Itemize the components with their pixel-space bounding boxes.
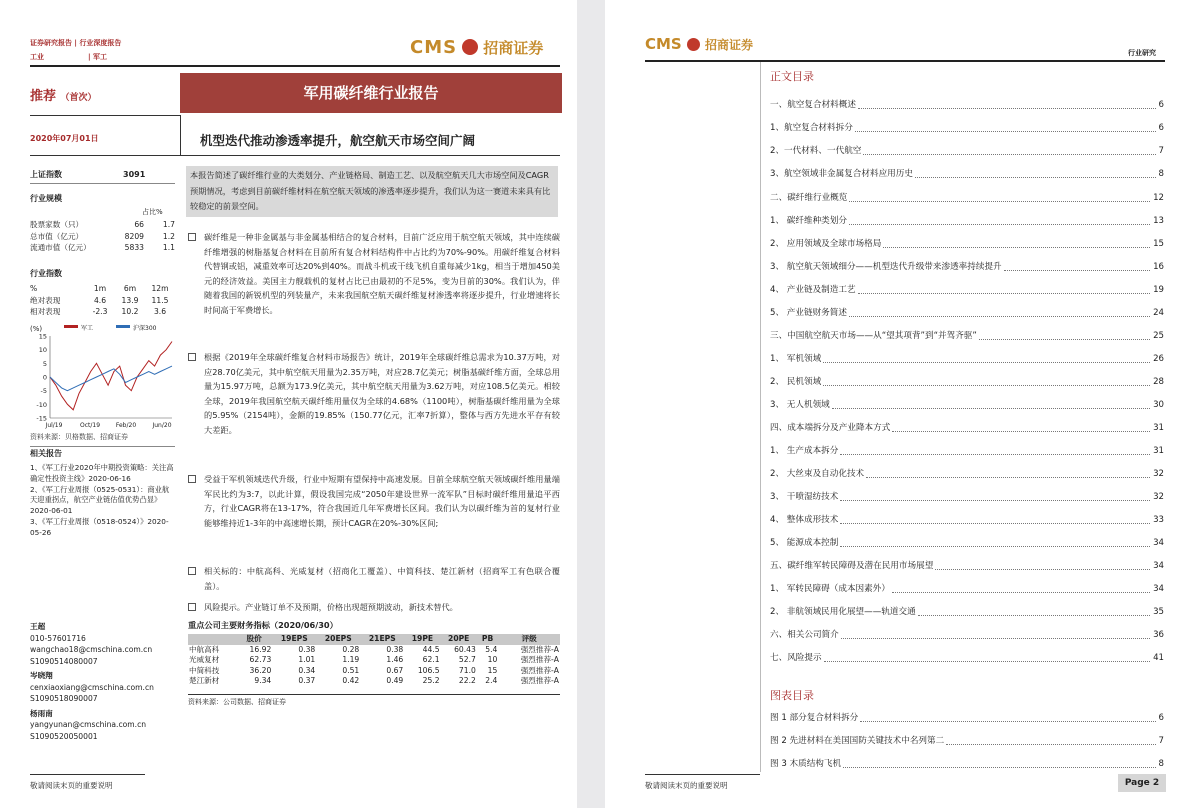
table-row: 股票家数（只） 66 1.7 <box>30 220 175 229</box>
square-bullet-icon <box>188 475 196 483</box>
toc-entry[interactable] <box>770 283 1164 297</box>
toc-entry-label: 五、碳纤维军转民障碍及潜在民用市场展望 <box>770 561 934 571</box>
toc-entry-page: 13 <box>1153 216 1164 226</box>
toc-leader <box>1004 260 1150 271</box>
y-tick-label: 10 <box>38 346 47 355</box>
toc-entry[interactable] <box>770 605 1164 619</box>
toc-entry-page: 26 <box>1153 354 1164 364</box>
body-paragraph: 相关标的：中航高科、光威复材（招商化工覆盖）、中简科技、楚江新材（招商军工有色联合覆盖）。 <box>188 564 560 593</box>
scale-table <box>30 219 175 254</box>
toc-leader <box>946 734 1155 745</box>
footer-disclaimer: 敬请阅读末页的重要说明 <box>645 781 728 790</box>
performance-title: 行业指数 <box>30 269 62 278</box>
figure-entry-label: 图 1 部分复合材料拆分 <box>770 713 859 723</box>
toc-leader <box>823 352 1150 363</box>
summary-box <box>186 166 558 217</box>
toc-entry-label: 四、成本端拆分及产业降本方式 <box>770 423 891 433</box>
chart-ylabel: (%) <box>30 325 43 333</box>
toc-entry-page: 6 <box>1158 123 1164 133</box>
scale-col-header: 占比% <box>142 208 163 216</box>
toc-entry[interactable] <box>770 306 1164 320</box>
toc-leader <box>840 490 1150 501</box>
summary-text: 本报告简述了碳纤维行业的大类划分、产业链格局、制造工艺、以及航空航天几大市场空间及CAGR预期情况，考虑到目前碳纤维材料在航空航天领域的渗透率逐步提升，我们认为这一赛道未来具有比较稳定的前景空间。 <box>190 170 551 211</box>
y-tick-label: -15 <box>36 414 47 423</box>
toc-entry-page: 8 <box>1158 169 1164 179</box>
figure-entry-page: 8 <box>1158 759 1164 769</box>
toc-leader <box>840 536 1150 547</box>
related-report-link[interactable]: 2、《军工行业周报（0525-0531）：商业航天迎重拐点，航空产业链估值优势凸显》2020-06-01 <box>30 484 170 516</box>
analyst-cert: S1090514080007 <box>30 656 98 666</box>
toc-entry[interactable] <box>770 167 1164 181</box>
table-row: % 1m 6m 12m <box>30 284 169 293</box>
square-bullet-icon <box>188 233 196 241</box>
toc-entry-page: 34 <box>1153 538 1164 548</box>
cms-logo: CMS 招商证券 <box>645 35 753 53</box>
toc-leader <box>849 214 1150 225</box>
toc-entry-page: 28 <box>1153 377 1164 387</box>
toc-entry-page: 31 <box>1153 446 1164 456</box>
analyst-email[interactable]: yangyunan@cmschina.com.cn <box>30 720 147 729</box>
toc-entry-label: 2、一代材料、一代航空 <box>770 146 862 156</box>
chart-legend <box>64 324 157 332</box>
toc-leader <box>823 375 1150 386</box>
related-list <box>30 463 176 539</box>
toc-entry-page: 35 <box>1153 607 1164 617</box>
figure-entry[interactable] <box>770 734 1164 748</box>
table-row: 楚江新材 9.34 0.37 0.42 0.49 25.2 22.2 2.4 强烈推荐-A <box>189 676 559 685</box>
toc-leader <box>849 306 1150 317</box>
toc-entry-page: 33 <box>1153 515 1164 525</box>
toc-leader <box>832 398 1150 409</box>
toc-leader <box>855 121 1156 132</box>
y-tick-label: 0 <box>42 373 47 382</box>
table-row: 中简科技 36.20 0.34 0.51 0.67 106.5 71.0 15 强烈推荐-A <box>189 665 559 675</box>
fin-table <box>188 634 560 687</box>
toc-entry-page: 34 <box>1153 584 1164 594</box>
index-value: 3091 <box>123 170 146 179</box>
toc-entry[interactable] <box>770 421 1164 435</box>
toc-entry-label: 5、 产业链财务简述 <box>770 308 847 318</box>
toc-entry-page: 19 <box>1153 285 1164 295</box>
table-row: 流通市值（亿元） 5833 1.1 <box>30 243 175 252</box>
x-tick-label: Feb/20 <box>115 422 137 429</box>
toc-entry-label: 4、 产业链及制造工艺 <box>770 285 856 295</box>
toc-leader <box>892 421 1150 432</box>
toc-leader <box>979 329 1150 340</box>
figure-entry-label: 图 2 先进材料在美国国防关键技术中名列第二 <box>770 736 945 746</box>
square-bullet-icon <box>188 353 196 361</box>
toc-entry-label: 3、 航空航天领域细分——机型迭代升级带来渗透率持续提升 <box>770 262 1002 272</box>
header-category: 证券研究报告 | 行业深度报告 <box>30 39 122 47</box>
toc-leader <box>843 757 1155 768</box>
page-gutter <box>577 0 605 808</box>
toc-entry-label: 2、 民机领域 <box>770 377 822 387</box>
toc-leader <box>858 98 1156 109</box>
toc-entry-label: 六、相关公司简介 <box>770 630 839 640</box>
y-tick-label: -5 <box>40 387 47 396</box>
related-report-link[interactable]: 3、《军工行业周报（0518-0524）》2020-05-26 <box>30 516 169 537</box>
toc-leader <box>841 628 1150 639</box>
x-tick-label: Oct/19 <box>79 422 101 429</box>
toc-entry[interactable] <box>770 352 1164 366</box>
series-line-military <box>50 342 172 410</box>
report-title: 军用碳纤维行业报告 <box>303 84 439 102</box>
title-band <box>180 73 562 113</box>
toc-entry-label: 七、风险提示 <box>770 653 822 663</box>
toc-leader <box>935 559 1150 570</box>
toc-leader <box>863 144 1155 155</box>
legend-label-military: 军工 <box>81 325 94 332</box>
analyst-block <box>30 621 176 742</box>
performance-table <box>30 283 175 318</box>
performance-chart <box>28 322 178 430</box>
toc-entry-label: 1、 军机领域 <box>770 354 822 364</box>
fin-table-title: 重点公司主要财务指标（2020/06/30） <box>188 620 338 630</box>
toc-entry[interactable] <box>770 237 1164 251</box>
analyst-name: 岑晓翔 <box>30 671 53 680</box>
toc-entry[interactable] <box>770 98 1164 112</box>
toc-entry-label: 4、 整体成形技术 <box>770 515 839 525</box>
toc-entry-label: 2、 大丝束及自动化技术 <box>770 469 865 479</box>
toc-leader <box>866 467 1150 478</box>
header-sector: 工业 | 军工 <box>30 53 107 61</box>
toc-entry-page: 24 <box>1153 308 1164 318</box>
toc-entry-page: 16 <box>1153 262 1164 272</box>
toc-entry-page: 41 <box>1153 653 1164 663</box>
toc-entry-page: 30 <box>1153 400 1164 410</box>
table-row: 总市值（亿元） 8209 1.2 <box>30 231 175 241</box>
toc-entry-label: 1、 军转民障碍（成本因素外） <box>770 584 890 594</box>
report-date: 2020年07月01日 <box>30 134 99 143</box>
index-label: 上证指数 <box>30 170 62 179</box>
analyst-email[interactable]: wangchao18@cmschina.com.cn <box>30 645 153 654</box>
body-paragraph: 根据《2019年全球碳纤维复合材料市场报告》统计，2019年全球碳纤维总需求为10.37万吨，对应28.70亿美元，其中航空航天用量为2.35万吨，对应28.7亿美元；树脂基碳纤维方面，全球总用量为15.97万吨，总额为173.9亿美元，其中航空航天用量为3.62万吨，对应108.5亿美元。相较全球，2019年我国航空航天碳纤维用量仅为全球的4.68%（1100吨），树脂基碳纤维用量为全球的5.95%（2154吨），金额的19.85%（150.77亿元，汇率7折算），整体与西方先进水平存有较大差距。 <box>188 350 560 438</box>
toc-entry[interactable] <box>770 490 1164 504</box>
related-report-link[interactable]: 1、《军工行业2020年中期投资策略：关注高确定性投资主线》2020-06-16 <box>30 463 174 483</box>
table-row: 绝对表现 4.6 13.9 11.5 <box>30 295 169 305</box>
table-row: 相对表现 -2.3 10.2 3.6 <box>30 307 167 316</box>
toc-entry-label: 3、 无人机领域 <box>770 400 830 410</box>
square-bullet-icon <box>188 567 196 575</box>
toc-leader <box>915 167 1156 178</box>
toc-entry[interactable] <box>770 121 1164 135</box>
toc-entry[interactable] <box>770 559 1164 573</box>
toc-entry-label: 5、 能源成本控制 <box>770 538 839 548</box>
legend-label-hs300: 沪深300 <box>133 325 157 332</box>
report-subtitle: 机型迭代推动渗透率提升，航空航天市场空间广阔 <box>200 133 476 148</box>
legend-swatch-military <box>64 325 78 328</box>
toc-entry-page: 34 <box>1153 561 1164 571</box>
toc-entry[interactable] <box>770 444 1164 458</box>
analyst-name: 杨雨南 <box>30 708 53 718</box>
toc-entry-label: 一、航空复合材料概述 <box>770 100 856 110</box>
rating: 推荐 （首次） <box>30 89 97 104</box>
y-tick-label: -10 <box>36 400 47 409</box>
toc-entry-label: 3、航空领域非金属复合材料应用历史 <box>770 169 913 179</box>
toc-entry[interactable] <box>770 398 1164 412</box>
toc-entry-page: 15 <box>1153 239 1164 249</box>
figure-list-title: 图表目录 <box>770 689 814 702</box>
logo-circle-icon <box>687 38 700 51</box>
x-tick-label: Jul/19 <box>45 422 63 429</box>
table-row: 光威复材 62.73 1.01 1.19 1.46 62.1 52.7 10 强烈推荐-A <box>189 655 559 664</box>
analyst-cert: S1090520050001 <box>30 731 98 741</box>
figure-entry[interactable] <box>770 757 1164 771</box>
toc-entry[interactable] <box>770 513 1164 527</box>
y-tick-label: 5 <box>42 359 47 368</box>
square-bullet-icon <box>188 603 196 611</box>
toc-entry[interactable] <box>770 329 1164 343</box>
toc-entry[interactable] <box>770 582 1164 596</box>
toc-leader <box>824 651 1150 662</box>
toc-leader <box>840 513 1150 524</box>
logo-circle-icon <box>462 39 478 55</box>
toc-entry[interactable] <box>770 375 1164 389</box>
toc-entry-label: 1、 碳纤维种类划分 <box>770 216 847 226</box>
toc-entry-page: 25 <box>1153 331 1164 341</box>
toc-leader <box>860 711 1155 722</box>
footer-disclaimer: 敬请阅读末页的重要说明 <box>30 781 113 790</box>
figure-entry-label: 图 3 木质结构飞机 <box>770 759 842 769</box>
figure-entry-page: 6 <box>1158 713 1164 723</box>
toc-entry-page: 7 <box>1158 146 1164 156</box>
legend-swatch-hs300 <box>116 325 130 328</box>
toc-entry[interactable] <box>770 536 1164 550</box>
analyst-email[interactable]: cenxiaoxiang@cmschina.com.cn <box>30 682 154 692</box>
toc-leader <box>883 237 1150 248</box>
figure-entry[interactable] <box>770 711 1164 725</box>
toc-entry-page: 12 <box>1153 193 1164 203</box>
body-paragraph: 受益于军机领域迭代升级，行业中短期有望保持中高速发展。目前全球航空航天领域碳纤维用量端军民比约为3:7，以此计算，假设我国完成“2050年建设世界一流军队”目标时碳纤维用量追平西方，行业CAGR将在13-17%，符合我国近几年军费增长区间。我们认为以碳纤维为首的复材行业能够维持近1-3年的中高速增长期，预计CAGR在20%-30%区间; <box>188 472 560 530</box>
toc-entry-page: 32 <box>1153 492 1164 502</box>
toc-entry-page: 36 <box>1153 630 1164 640</box>
toc-entry-label: 2、 应用领域及全球市场格局 <box>770 239 882 249</box>
header-tag: 行业研究 <box>1128 49 1156 57</box>
toc-entry[interactable] <box>770 144 1164 158</box>
toc-entry-label: 1、 生产成本拆分 <box>770 446 839 456</box>
x-tick-label: Jun/20 <box>152 422 172 429</box>
toc-entry-label: 三、中国航空航天市场——从“望其项背”到“并驾齐驱” <box>770 331 977 341</box>
toc-leader <box>918 605 1150 616</box>
fin-table-source: 资料来源：公司数据、招商证券 <box>188 698 286 706</box>
toc-entry-page: 31 <box>1153 423 1164 433</box>
toc-entry[interactable] <box>770 191 1164 205</box>
toc-leader <box>858 283 1151 294</box>
toc-entry-label: 2、 非航领域民用化展望——轨道交通 <box>770 607 916 617</box>
table-header-row: 股价 19EPS 20EPS 21EPS 19PE 20PE PB 评级 <box>188 634 560 645</box>
toc-entry-page: 6 <box>1158 100 1164 110</box>
toc-entry-label: 二、碳纤维行业概览 <box>770 193 848 203</box>
figure-entry-page: 7 <box>1158 736 1164 746</box>
toc-entry-page: 32 <box>1153 469 1164 479</box>
related-title: 相关报告 <box>30 449 62 458</box>
toc-entry[interactable] <box>770 467 1164 481</box>
analyst-cert: S1090518090007 <box>30 694 98 703</box>
report-cover-page <box>0 0 577 808</box>
toc-leader <box>892 582 1150 593</box>
toc-entry-label: 3、 干喷湿纺技术 <box>770 492 839 502</box>
toc-entry[interactable] <box>770 651 1164 665</box>
analyst-name: 王超 <box>30 622 46 631</box>
toc-leader <box>840 444 1150 455</box>
chart-source: 资料来源：贝格数据、招商证券 <box>30 433 128 441</box>
table-row: 中航高科 16.92 0.38 0.28 0.38 44.5 60.43 5.4 强烈推荐-A <box>189 644 559 654</box>
toc-leader <box>849 191 1150 202</box>
toc-entry[interactable] <box>770 260 1164 274</box>
cms-logo: CMS 招商证券 <box>410 37 544 58</box>
page-number: Page 2 <box>1118 774 1166 792</box>
toc-entry-label: 1、航空复合材料拆分 <box>770 123 853 133</box>
toc-entry[interactable] <box>770 628 1164 642</box>
body-paragraph: 风险提示。产业链订单不及预期，价格出现超预期波动，新技术替代。 <box>188 600 560 615</box>
body-paragraph: 碳纤维是一种非金属基与非金属基相结合的复合材料，目前广泛应用于航空航天领域，其中连续碳纤维增强的树脂基复合材料在目前所有复合材料结构件中占比约为70%-90%。用碳纤维复合材料代替钢或铝，减重效率可达20%到40%。而战斗机或干线飞机自重每减少1kg，相当于增加450美元的经济效益。美国主力舰载机的复材占比已由最初的不足5%，变为目前的30%。我们认为，伴随着我国的新锐机型的列装量产，未来我国航空航天碳纤维复材渗透率将逐步提升，行业增速将长时间高于军费增长。 <box>188 230 560 318</box>
toc-entry[interactable] <box>770 214 1164 228</box>
y-tick-label: 15 <box>38 332 47 341</box>
toc-title: 正文目录 <box>770 70 814 83</box>
analyst-phone: 010-57601716 <box>30 633 86 643</box>
scale-title: 行业规模 <box>30 194 62 203</box>
